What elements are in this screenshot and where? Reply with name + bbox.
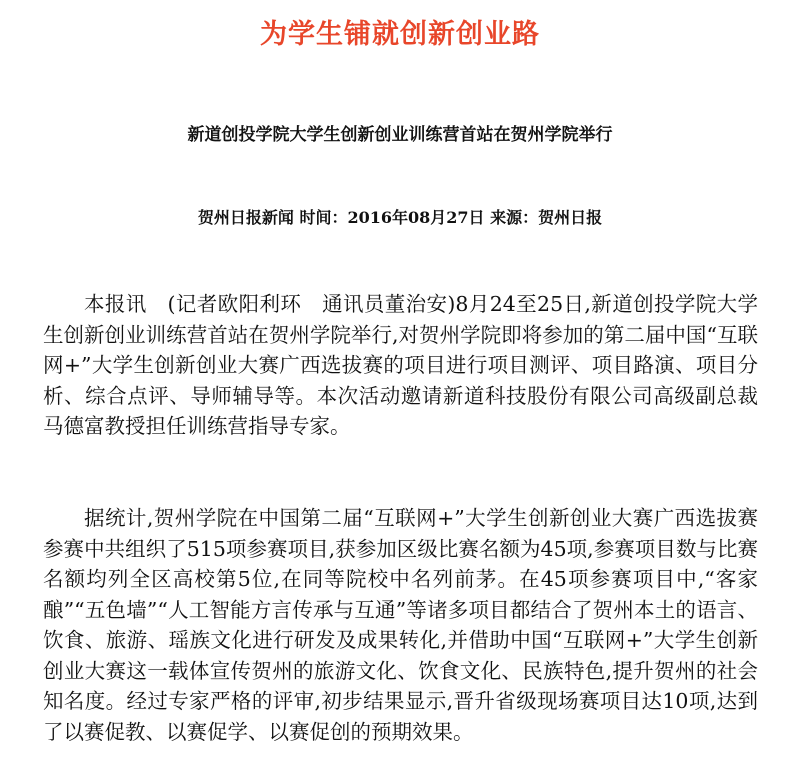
article-paragraph-1: 本报讯 (记者欧阳利环 通讯员董治安)8月24至25日,新道创投学院大学生创新创业训练营首站在贺州学院举行,对贺州学院即将参加的第二届中国“互联网+”大学生创新创业大赛广西选拔赛的项目进行项目测评、项目路演、项目分析、综合点评、导师辅导等。本次活动邀请新道科技股份有限公司高级副总裁马德富教授担任训练营指导专家。 xyxy=(43,292,758,438)
article-paragraph-2: 据统计,贺州学院在中国第二届“互联网+”大学生创新创业大赛广西选拔赛参赛中共组织了515项参赛项目,获参加区级比赛名额为45项,参赛项目数与比赛名额均列全区高校第5位,在同等院校中名列前茅。在45项参赛项目中,“客家酿”“五色墙”“人工智能方言传承与互通”等诸多项目都结合了贺州本土的语言、饮食、旅游、瑶族文化进行研发及成果转化,并借助中国“互联网+”大学生创新创业大赛这一载体宣传贺州的旅游文化、饮食文化、民族特色,提升贺州的社会知名度。经过专家严格的评审,初步结果显示,晋升省级现场赛项目达10项,达到了以赛促教、以赛促学、以赛促创的预期效果。 xyxy=(43,506,758,744)
article-subtitle: 新道创投学院大学生创新创业训练营首站在贺州学院举行 xyxy=(187,125,613,145)
article-meta: 贺州日报新闻 时间：2016年08月27日 来源：贺州日报 xyxy=(197,208,603,227)
article-headline: 为学生铺就创新创业路 xyxy=(260,19,540,50)
